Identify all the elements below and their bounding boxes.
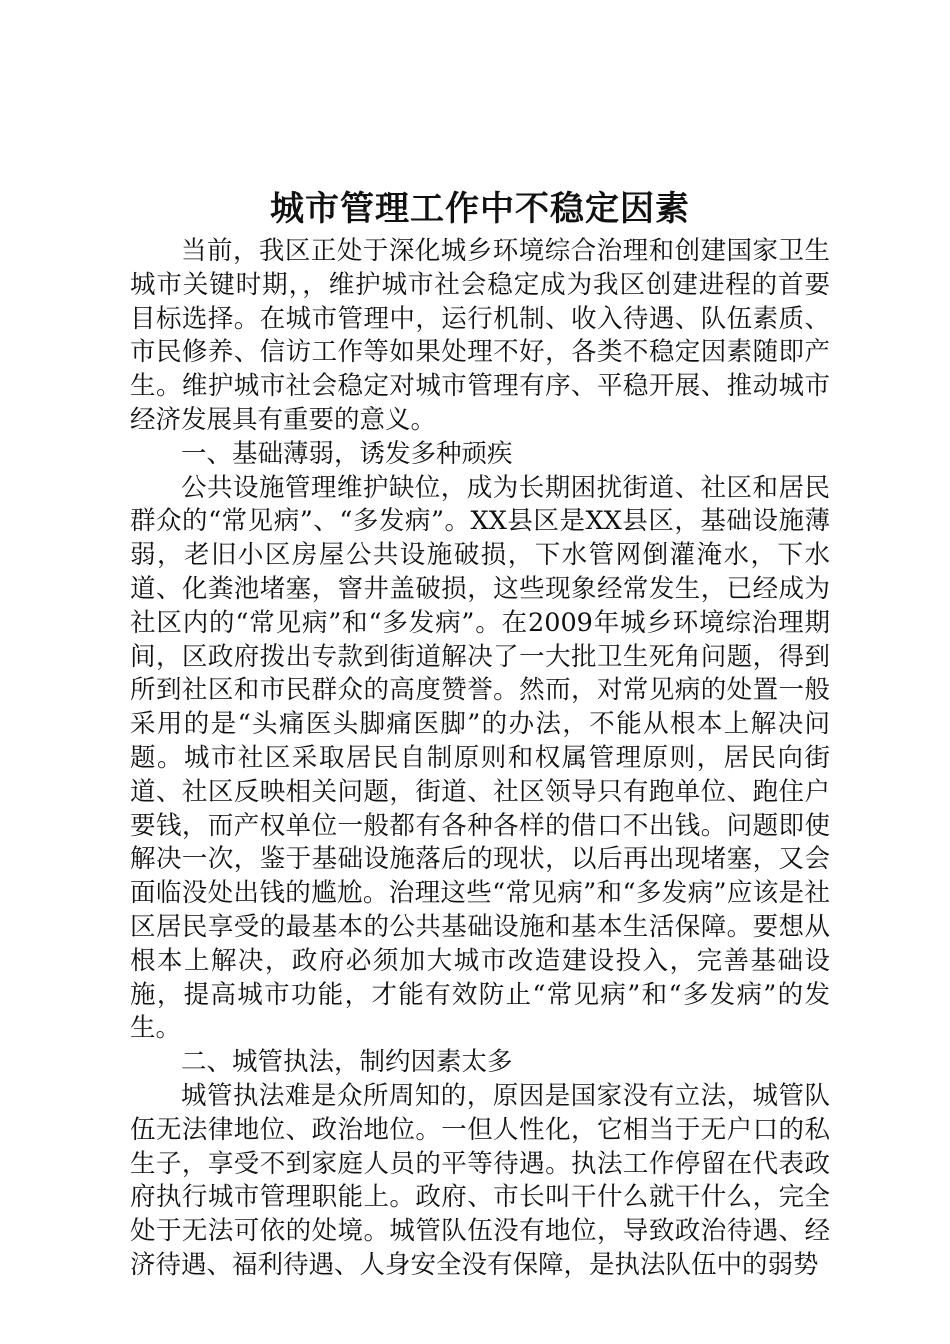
document-title: 城市管理工作中不稳定因素 xyxy=(270,189,690,229)
intro-paragraph: 当前，我区正处于深化城乡环境综合治理和创建国家卫生城市关键时期，，维护城市社会稳定成为我区创建进程的首要目标选择。在城市管理中，运行机制、收入待遇、队伍素质、市民修养、信访工作等如果处理不好，各类不稳定因素随即产生。维护城市社会稳定对城市管理有序、平稳开展、推动城市经济发展具有重要的意义。 xyxy=(130,236,830,435)
document-page xyxy=(130,185,830,1283)
section-1-heading: 一、基础薄弱，诱发多种顽疾 xyxy=(181,438,513,469)
section-2-paragraph: 城管执法难是众所周知的，原因是国家没有立法，城管队伍无法律地位、政治地位。一但人性化，它相当于无户口的私生子，享受不到家庭人员的平等待遇。执法工作停留在代表政府执行城市管理职能上。政府、市长叫干什么就干什么，完全处于无法可依的处境。城管队伍没有地位，导致政治待遇、经济待遇、福利待遇、人身安全没有保障，是执法队伍中的弱势 xyxy=(130,1080,830,1280)
section-1-paragraph: 公共设施管理维护缺位，成为长期困扰街道、社区和居民群众的“常见病”、“多发病”。XX县区是XX县区，基础设施薄弱，老旧小区房屋公共设施破损，下水管网倒灌淹水，下水道、化粪池堵塞，窨井盖破损，这些现象经常发生，已经成为社区内的“常见病”和“多发病”。在2009年城乡环境综治理期间，区政府拨出专款到街道解决了一大批卫生死角问题，得到所到社区和市民群众的高度赞誉。然而，对常见病的处置一般采用的是“头痛医头脚痛医脚”的办法，不能从根本上解决问题。城市社区采取居民自制原则和权属管理原则，居民向街道、社区反映相关问题，街道、社区领导只有跑单位、跑住户要钱，而产权单位一般都有各种各样的借口不出钱。问题即使解决一次，鉴于基础设施落后的现状，以后再出现堵塞，又会面临没处出钱的尴尬。治理这些“常见病”和“多发病”应该是社区居民享受的最基本的公共基础设施和基本生活保障。要想从根本上解决，政府必须加大城市改造建设投入，完善基础设施，提高城市功能，才能有效防止“常见病”和“多发病”的发生。 xyxy=(130,472,830,1044)
section-2-heading: 二、城管执法，制约因素太多 xyxy=(181,1047,513,1078)
